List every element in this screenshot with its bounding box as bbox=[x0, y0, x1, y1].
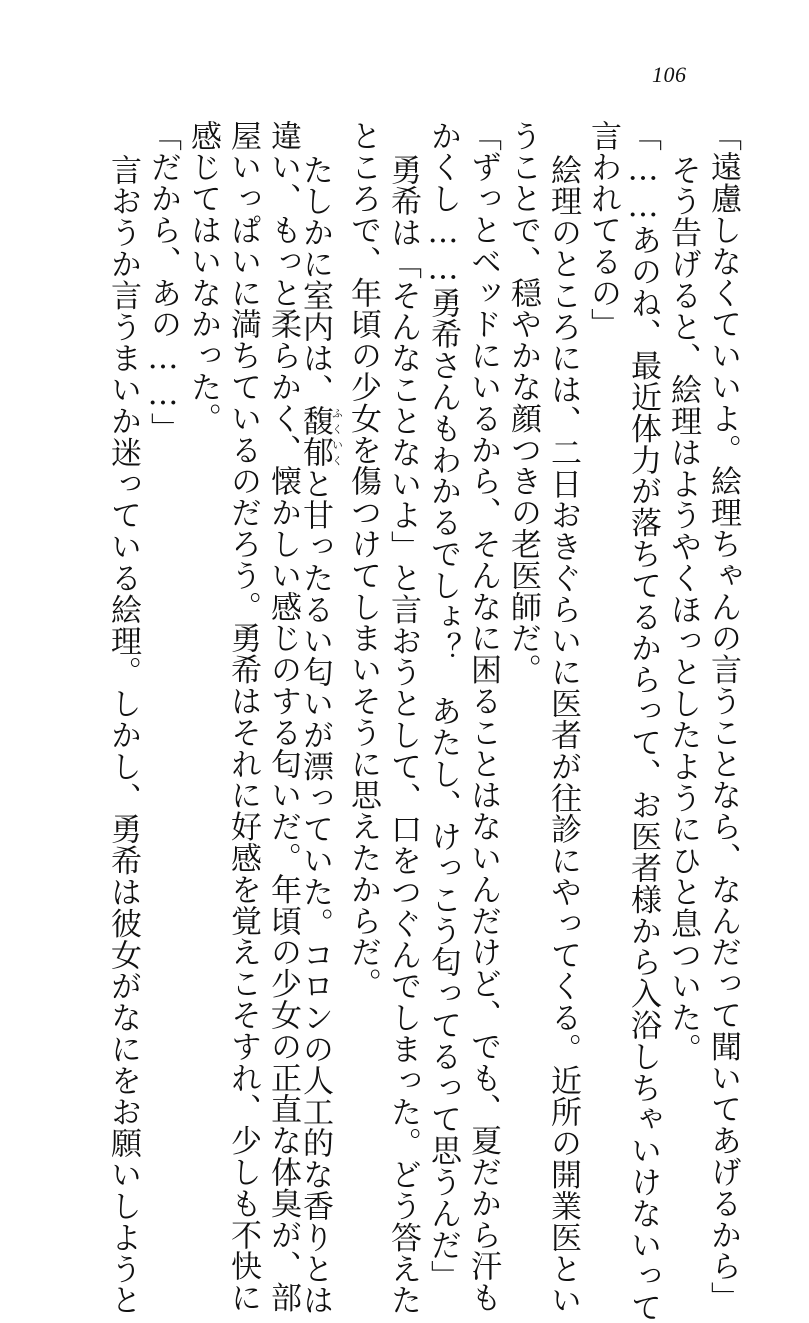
vertical-text-body bbox=[105, 120, 743, 1323]
text-line: 言おうか言うまいか迷っている絵理。しかし、勇希は彼女がなにをお願いしようと bbox=[105, 154, 141, 1316]
text-line: 勇希は「そんなことないよ」と言おうとして、口をつぐんでしまった。どう答えた bbox=[385, 154, 421, 1316]
text-line: うことで、穏やかな顔つきの老医師だ。 bbox=[505, 120, 541, 686]
text-line: 屋いっぱいに満ちているのだろう。勇希はそれに好感を覚えこそすれ、少しも不快に bbox=[225, 120, 261, 1314]
text-line: 違い、もっと柔らかく、懐かしい感じのする匂いだ。年頃の少女の正直な体臭が、部 bbox=[265, 120, 301, 1314]
text-line: そう告げると、絵理はようやくほっとしたようにひと息ついた。 bbox=[665, 154, 701, 1065]
furigana-word: 馥郁ふくいく bbox=[297, 405, 344, 469]
text-line: ところで、年頃の少女を傷つけてしまいそうに思えたからだ。 bbox=[345, 120, 381, 1000]
text-line: 感じてはいなかった。 bbox=[185, 120, 221, 434]
text-line: かくし……勇希さんもわかるでしょ？ あたし、けっこう匂ってるって思うんだ」 bbox=[425, 120, 461, 1292]
text-line-with-ruby: たしかに室内は、馥郁ふくいくと甘ったるい匂いが漂っていた。コロンの人工的な香りとは bbox=[297, 154, 344, 1316]
text-line: 絵理のところには、二日おきぐらいに医者が往診にやってくる。近所の開業医とい bbox=[545, 154, 581, 1316]
text-line: 言われてるの」 bbox=[585, 120, 621, 340]
text-line: 「遠慮しなくていいよ。絵理ちゃんの言うことなら、なんだって聞いてあげるから」 bbox=[705, 120, 741, 1314]
text-line: 「だから、あの……」 bbox=[145, 120, 181, 444]
text-line: 「ずっとベッドにいるから、そんなに困ることはないんだけど、でも、夏だから汗も bbox=[465, 120, 501, 1314]
text-line: 「……あのね、最近体力が落ちてるからって、お医者様から入浴しちゃいけないって bbox=[625, 120, 661, 1323]
page-number: 106 bbox=[652, 62, 687, 87]
furigana-reading: ふくいく bbox=[330, 405, 344, 468]
